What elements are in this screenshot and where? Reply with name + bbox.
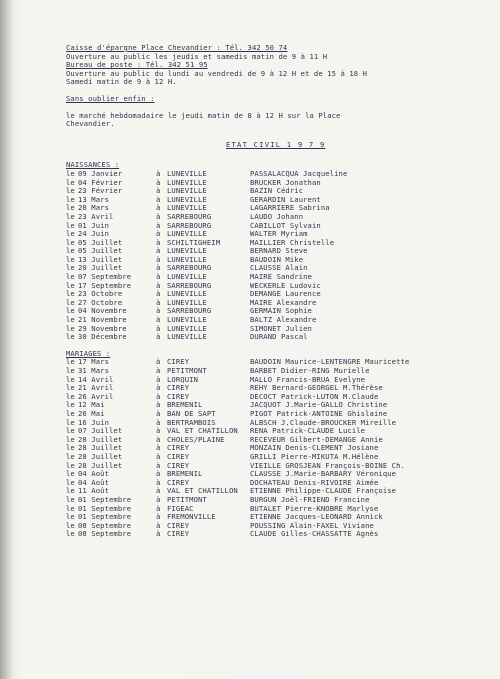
entry-place: LUNEVILLE: [167, 272, 207, 282]
entry-le: le: [66, 529, 75, 539]
entry-le: le: [66, 332, 75, 342]
entry-place: LUNEVILLE: [167, 194, 207, 204]
entry-name: LAUDO Johann: [250, 211, 304, 221]
entry-le: le: [66, 391, 75, 401]
entry-date: 17 Septembre: [78, 280, 132, 290]
entry-name: CLAUSSE J.Marie-BARBARY Véronique: [250, 469, 397, 479]
entry-place: BERTRAMBOIS: [167, 417, 216, 427]
entry-date: 05 Juillet: [78, 246, 123, 256]
entry-le: le: [66, 486, 75, 496]
entry-a: à: [156, 469, 161, 479]
entry-a: à: [156, 246, 161, 256]
entry-a: à: [156, 366, 161, 375]
entry-place: CIREY: [167, 443, 190, 453]
entry-a: à: [156, 486, 161, 496]
entry-le: le: [66, 177, 75, 187]
entry-date: 26 Avril: [78, 391, 114, 401]
entry-name: BUTALET Pierre-KNOBRE Marlyse: [250, 503, 379, 513]
entry-date: 09 Janvier: [78, 168, 123, 178]
entry-place: LUNEVILLE: [167, 289, 207, 299]
entry-name: ETIENNE Jacques-LEONARD Annick: [250, 512, 383, 522]
entry-a: à: [156, 323, 161, 333]
entry-place: LUNEVILLE: [167, 203, 207, 213]
entry-le: le: [66, 400, 75, 410]
marche-line: le marché hebdomadaire le jeudi matin de 8 à 12 H sur la Place: [66, 110, 341, 120]
entry-date: 28 Juillet: [78, 443, 123, 453]
entry-name: ALBSCH J.Claude-BROUCKER Mireille: [250, 417, 397, 427]
mariages-heading: MARIAGES :: [66, 348, 111, 358]
entry-le: le: [66, 211, 75, 221]
entry-place: LUNEVILLE: [167, 332, 207, 342]
entry-a: à: [156, 203, 161, 213]
entry-name: MAILLIER Christelle: [250, 237, 335, 247]
entry-place: LUNEVILLE: [167, 168, 207, 178]
entry-a: à: [156, 529, 161, 539]
entry-a: à: [156, 229, 161, 239]
entry-le: le: [66, 306, 75, 316]
entry-le: le: [66, 503, 75, 513]
entry-le: le: [66, 280, 75, 290]
mariage-row: [66, 530, 486, 539]
entry-a: à: [156, 374, 161, 384]
entry-place: SARREBOURG: [167, 211, 212, 221]
entry-date: 04 Novembre: [78, 306, 127, 316]
entry-name: MALLO Francis-BRUA Evelyne: [250, 374, 366, 384]
entry-a: à: [156, 520, 161, 530]
entry-name: LAGARRIERE Sabrina: [250, 203, 330, 213]
bureau-poste-line: Bureau de poste : Tél. 342 51 95: [66, 60, 208, 70]
entry-a: à: [156, 451, 161, 461]
entry-a: à: [156, 417, 161, 427]
entry-place: FREMONVILLE: [167, 512, 216, 522]
entry-a: à: [156, 168, 161, 178]
entry-date: 01 Septembre: [78, 512, 132, 522]
entry-name: BALTZ Alexandre: [250, 315, 317, 325]
entry-date: 23 Février: [78, 186, 123, 196]
entry-date: 23 Octobre: [78, 289, 123, 299]
entry-le: le: [66, 246, 75, 256]
entry-le: le: [66, 477, 75, 487]
entry-place: SARREBOURG: [167, 306, 212, 316]
entry-le: le: [66, 194, 75, 204]
entry-place: BREMENIL: [167, 400, 203, 410]
entry-name: DURAND Pascal: [250, 332, 308, 342]
entry-place: SARREBOURG: [167, 280, 212, 290]
mariages-list: [66, 358, 486, 538]
entry-name: WALTER Myriam: [250, 229, 308, 239]
entry-le: le: [66, 426, 75, 436]
entry-date: 01 Septembre: [78, 503, 132, 513]
entry-name: RENA Patrick-CLAUDE Lucile: [250, 426, 366, 436]
entry-name: SIMONET Julien: [250, 323, 312, 333]
entry-le: le: [66, 220, 75, 230]
entry-a: à: [156, 315, 161, 325]
entry-date: 12 Mai: [78, 400, 105, 410]
entry-name: ETIENNE Philippe-CLAUDE Françoise: [250, 486, 397, 496]
entry-date: 14 Avril: [78, 374, 114, 384]
entry-a: à: [156, 400, 161, 410]
entry-name: GERMAIN Sophie: [250, 306, 312, 316]
entry-date: 11 Août: [78, 486, 109, 496]
entry-name: BAUDOIN Maurice-LENTENGRE Mauricette: [250, 357, 410, 367]
caisse-epargne-line: Caisse d'épargne Place Chevandier : Tél. 342 50 74: [66, 43, 288, 52]
entry-date: 08 Septembre: [78, 520, 132, 530]
entry-le: le: [66, 323, 75, 333]
entry-place: PETITMONT: [167, 494, 207, 504]
entry-name: MAIRE Sandrine: [250, 272, 312, 282]
entry-name: BURGUN Joël-FRIEND Francine: [250, 494, 370, 504]
entry-place: SARREBOURG: [167, 263, 212, 273]
entry-date: 20 Juillet: [78, 263, 123, 273]
entry-a: à: [156, 477, 161, 487]
entry-date: 28 Juillet: [78, 434, 123, 444]
entry-place: LUNEVILLE: [167, 254, 207, 264]
entry-a: à: [156, 332, 161, 342]
entry-place: BAN DE SAPT: [167, 408, 216, 418]
entry-a: à: [156, 357, 161, 367]
entry-le: le: [66, 289, 75, 299]
entry-a: à: [156, 220, 161, 230]
entry-le: le: [66, 408, 75, 418]
entry-name: VIEILLE GROSJEAN François-BOINE Ch.: [250, 460, 405, 470]
entry-date: 29 Novembre: [78, 323, 127, 333]
entry-place: CIREY: [167, 391, 190, 401]
entry-a: à: [156, 297, 161, 307]
marche-line-2: Chevandier.: [66, 119, 115, 129]
entry-date: 01 Juin: [78, 220, 109, 230]
entry-date: 30 Décembre: [78, 332, 127, 342]
entry-a: à: [156, 272, 161, 282]
entry-date: 23 Avril: [78, 211, 114, 221]
entry-date: 21 Novembre: [78, 315, 127, 325]
entry-le: le: [66, 186, 75, 196]
entry-name: BERNARD Steve: [250, 246, 308, 256]
entry-le: le: [66, 297, 75, 307]
entry-place: BREMENIL: [167, 469, 203, 479]
entry-place: CIREY: [167, 520, 190, 530]
entry-place: SCHILTIGHEIM: [167, 237, 221, 247]
entry-name: POUSSING Alain-FAXEL Viviane: [250, 520, 374, 530]
entry-date: 26 Mai: [78, 408, 105, 418]
document-body: [66, 44, 486, 539]
entry-name: DEMANGE Laurence: [250, 289, 321, 299]
entry-a: à: [156, 280, 161, 290]
entry-le: le: [66, 203, 75, 213]
naissances-list: [66, 170, 486, 342]
entry-a: à: [156, 383, 161, 393]
entry-a: à: [156, 408, 161, 418]
entry-le: le: [66, 469, 75, 479]
entry-le: le: [66, 512, 75, 522]
entry-date: 04 Août: [78, 469, 109, 479]
entry-name: WECKERLE Ludovic: [250, 280, 321, 290]
entry-date: 17 Mars: [78, 357, 109, 367]
entry-a: à: [156, 460, 161, 470]
entry-place: VAL ET CHATILLON: [167, 426, 238, 436]
entry-date: 28 Mars: [78, 203, 109, 213]
entry-place: CHOLES/PLAINE: [167, 434, 225, 444]
entry-date: 05 Juillet: [78, 237, 123, 247]
entry-le: le: [66, 460, 75, 470]
entry-date: 21 Avril: [78, 383, 114, 393]
entry-a: à: [156, 494, 161, 504]
entry-place: LUNEVILLE: [167, 229, 207, 239]
entry-le: le: [66, 520, 75, 530]
entry-a: à: [156, 186, 161, 196]
entry-a: à: [156, 194, 161, 204]
entry-a: à: [156, 177, 161, 187]
entry-le: le: [66, 229, 75, 239]
entry-date: 28 Juillet: [78, 451, 123, 461]
entry-date: 08 Septembre: [78, 529, 132, 539]
entry-a: à: [156, 503, 161, 513]
entry-name: GERARDIN Laurent: [250, 194, 321, 204]
entry-place: LUNEVILLE: [167, 246, 207, 256]
entry-le: le: [66, 272, 75, 282]
entry-place: CIREY: [167, 529, 190, 539]
entry-name: JACQUOT J.Marie-GALLO Christine: [250, 400, 388, 410]
entry-name: DOCHATEAU Denis-RIVOIRE Aimée: [250, 477, 379, 487]
entry-le: le: [66, 315, 75, 325]
entry-le: le: [66, 494, 75, 504]
entry-date: 07 Juillet: [78, 426, 123, 436]
entry-a: à: [156, 426, 161, 436]
bureau-saturday-line: Samedi matin de 9 à 12 H.: [66, 77, 177, 87]
entry-a: à: [156, 211, 161, 221]
entry-le: le: [66, 168, 75, 178]
entry-a: à: [156, 434, 161, 444]
entry-name: MAIRE Alexandre: [250, 297, 317, 307]
entry-name: PASSALACQUA Jacqueline: [250, 168, 348, 178]
entry-le: le: [66, 263, 75, 273]
entry-name: MONZAIN Denis-CLEMENT Josiane: [250, 443, 379, 453]
entry-a: à: [156, 289, 161, 299]
entry-place: FIGEAC: [167, 503, 194, 513]
entry-place: CIREY: [167, 460, 190, 470]
entry-place: PETITMONT: [167, 366, 207, 375]
caisse-hours-line: Ouverture au public les jeudis et samedis matin de 9 à 11 H: [66, 51, 328, 61]
entry-date: 04 Août: [78, 477, 109, 487]
entry-place: CIREY: [167, 357, 190, 367]
sans-oublier-heading: Sans oublier enfin :: [66, 93, 155, 103]
entry-name: CLAUSSE Alain: [250, 263, 308, 273]
entry-le: le: [66, 383, 75, 393]
entry-place: LUNEVILLE: [167, 177, 207, 187]
entry-a: à: [156, 443, 161, 453]
entry-name: BRUCKER Jonathan: [250, 177, 321, 187]
entry-date: 01 Septembre: [78, 494, 132, 504]
entry-date: 13 Juillet: [78, 254, 123, 264]
entry-date: 04 Février: [78, 177, 123, 187]
entry-date: 27 Octobre: [78, 297, 123, 307]
entry-place: CIREY: [167, 477, 190, 487]
entry-name: GRILLI Pierre-MIKUTA M.Hélène: [250, 451, 379, 461]
entry-place: LUNEVILLE: [167, 323, 207, 333]
entry-le: le: [66, 443, 75, 453]
entry-date: 28 Juillet: [78, 460, 123, 470]
entry-le: le: [66, 451, 75, 461]
entry-name: CLAUDE Gilles-CHASSATTE Agnès: [250, 529, 379, 539]
entry-le: le: [66, 357, 75, 367]
entry-a: à: [156, 254, 161, 264]
entry-name: BAUDOIN Mike: [250, 254, 304, 264]
entry-a: à: [156, 237, 161, 247]
entry-place: CIREY: [167, 451, 190, 461]
naissances-heading: NAISSANCES :: [66, 160, 120, 170]
entry-le: le: [66, 366, 75, 375]
entry-place: LUNEVILLE: [167, 186, 207, 196]
entry-name: BARBET Didier-RING Murielle: [250, 366, 370, 375]
entry-le: le: [66, 434, 75, 444]
entry-name: DECOCT Patrick-LUTON M.Claude: [250, 391, 379, 401]
entry-name: REHY Bernard-GEORGEL M.Thérèse: [250, 383, 383, 393]
entry-place: SARREBOURG: [167, 220, 212, 230]
entry-name: RECEVEUR Gilbert-DEMANGE Annie: [250, 434, 383, 444]
entry-date: 13 Mars: [78, 194, 109, 204]
entry-date: 07 Septembre: [78, 272, 132, 282]
naissance-row: [66, 333, 486, 342]
entry-name: PIGOT Patrick-ANTOINE Ghislaine: [250, 408, 388, 418]
entry-place: LUNEVILLE: [167, 297, 207, 307]
entry-le: le: [66, 417, 75, 427]
entry-place: VAL ET CHATILLON: [167, 486, 238, 496]
entry-place: CIREY: [167, 383, 190, 393]
entry-name: CABILLOT Sylvain: [250, 220, 321, 230]
bureau-hours-line: Ouverture au public du lundi au vendredi de 9 à 12 H et de 15 à 18 H: [66, 68, 368, 78]
entry-le: le: [66, 374, 75, 384]
entry-le: le: [66, 237, 75, 247]
entry-name: BAZIN Cédric: [250, 186, 304, 196]
entry-place: LUNEVILLE: [167, 315, 207, 325]
binding-shadow: [0, 0, 14, 679]
entry-a: à: [156, 391, 161, 401]
entry-le: le: [66, 254, 75, 264]
entry-date: 16 Juin: [78, 417, 109, 427]
entry-a: à: [156, 263, 161, 273]
entry-a: à: [156, 306, 161, 316]
entry-place: LORQUIN: [167, 374, 198, 384]
entry-date: 31 Mars: [78, 366, 109, 375]
etat-civil-title: ETAT CIVIL 1 9 7 9: [226, 139, 326, 149]
entry-date: 24 Juin: [78, 229, 109, 239]
entry-a: à: [156, 512, 161, 522]
